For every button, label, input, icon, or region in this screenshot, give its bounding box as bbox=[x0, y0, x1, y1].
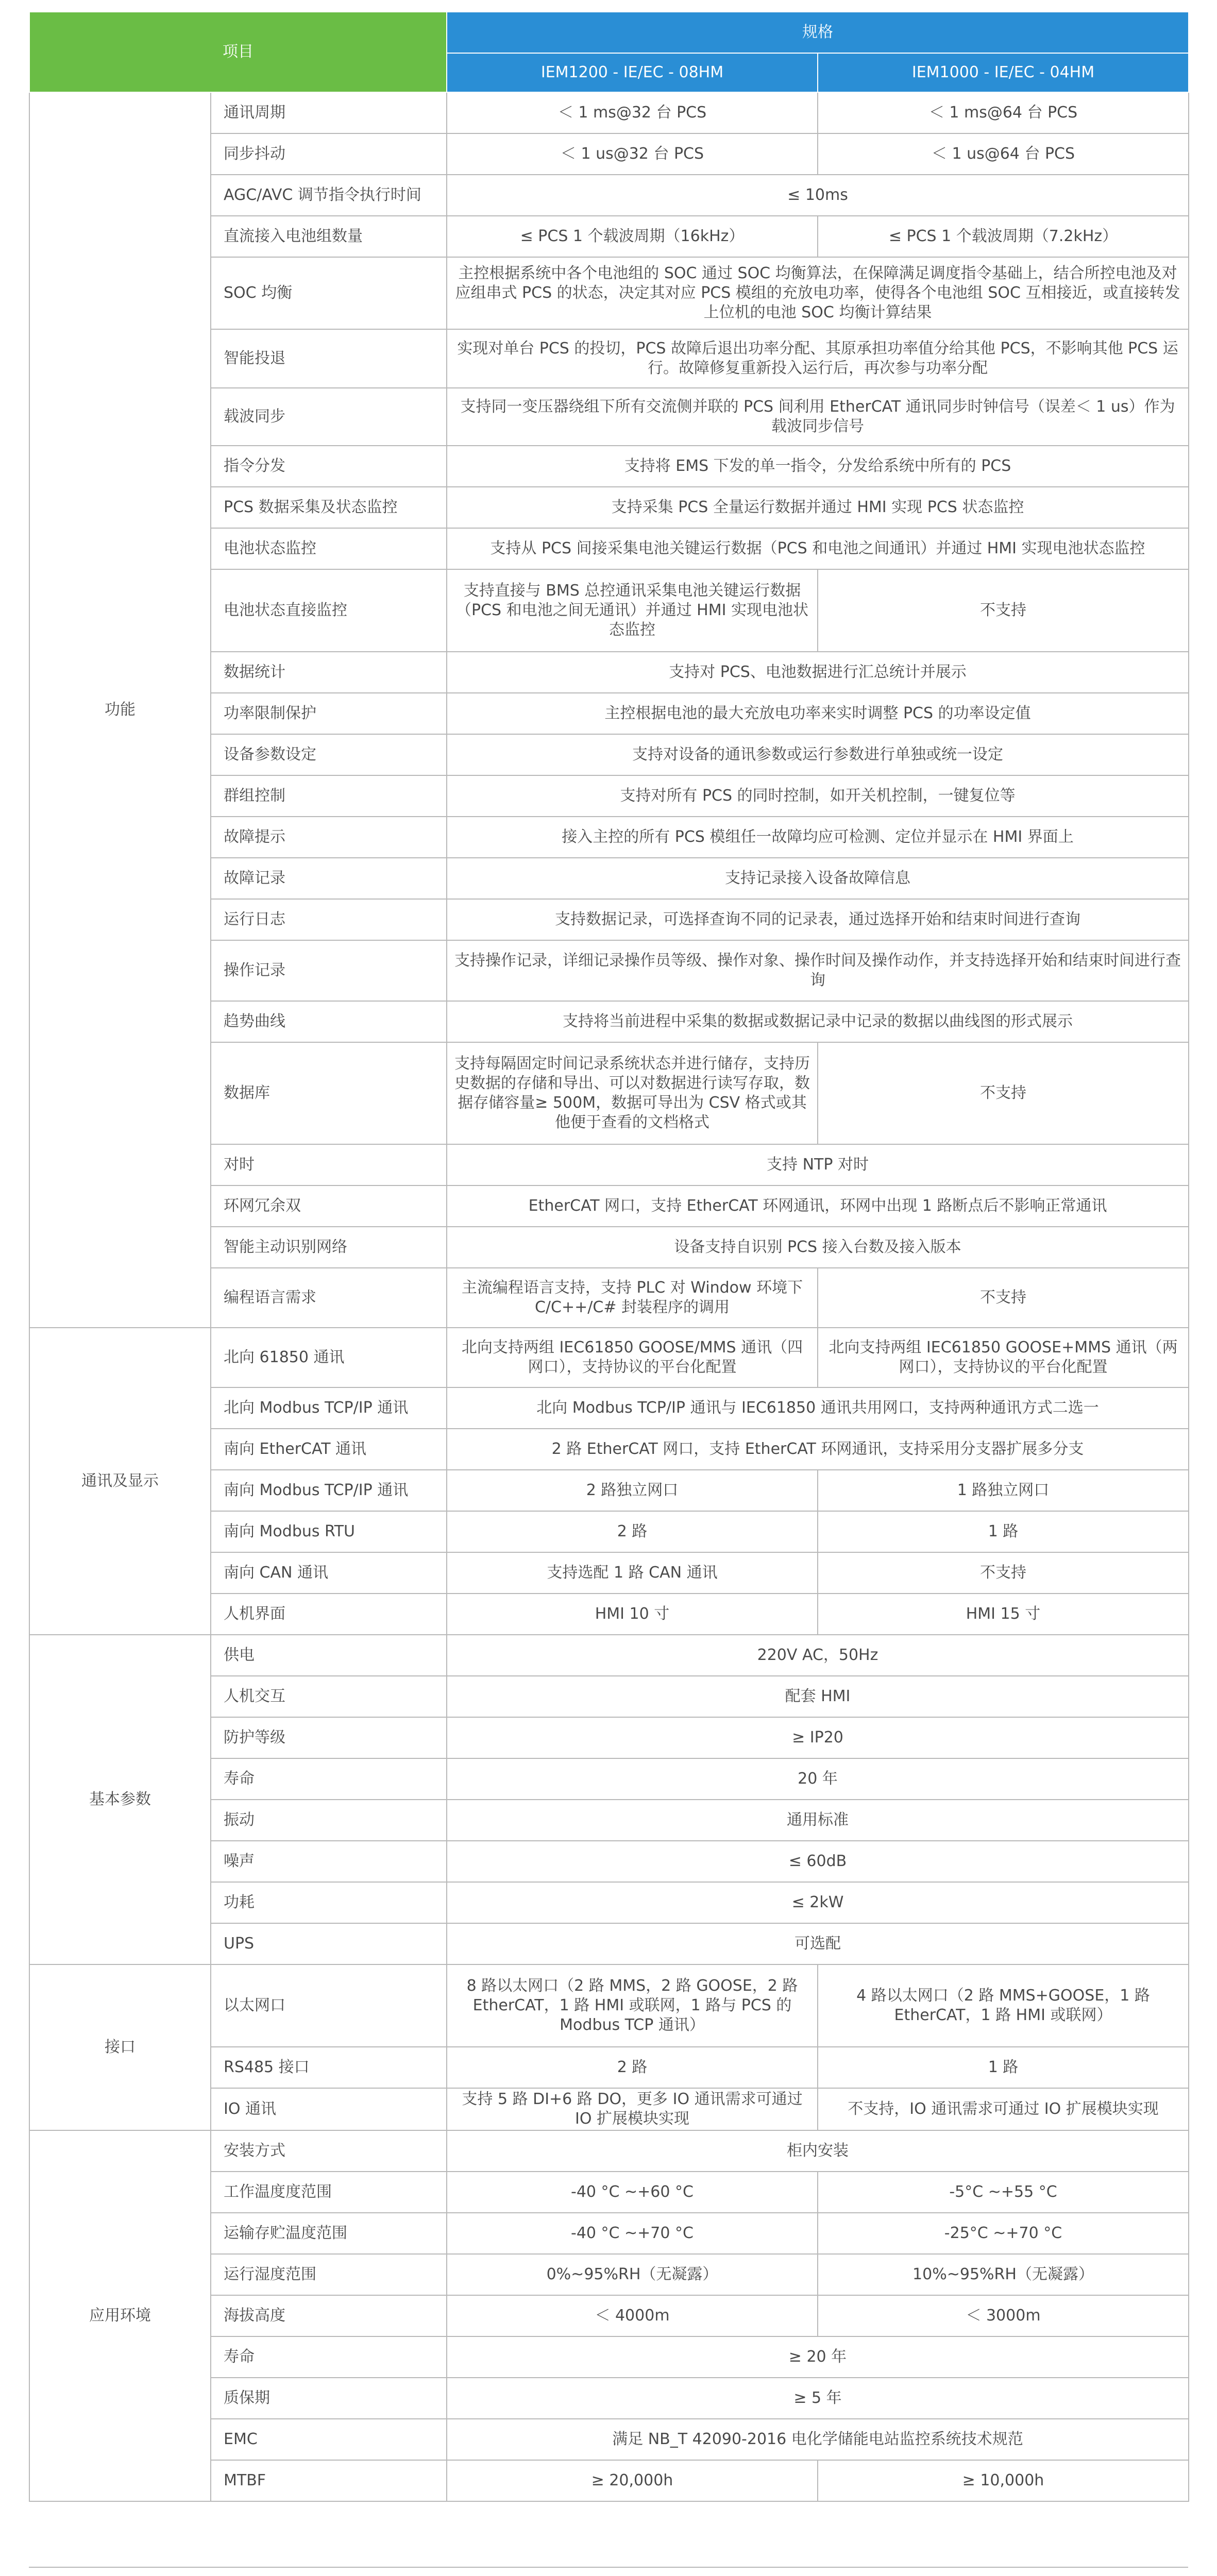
spec-value-shared: 支持对所有 PCS 的同时控制，如开关机控制，一键复位等 bbox=[447, 775, 1189, 817]
row-label: 工作温度度范围 bbox=[211, 2172, 447, 2213]
row-label: 指令分发 bbox=[211, 446, 447, 487]
spec-value-model-a: 主流编程语言支持，支持 PLC 对 Window 环境下 C/C++/C# 封装程序的调用 bbox=[447, 1268, 818, 1328]
spec-value-model-a: 支持选配 1 路 CAN 通讯 bbox=[447, 1552, 818, 1594]
spec-value-model-a: 支持 5 路 DI+6 路 DO，更多 IO 通讯需求可通过 IO 扩展模块实现 bbox=[447, 2088, 818, 2130]
row-label: 电池状态监控 bbox=[211, 528, 447, 569]
spec-value-shared: 主控根据电池的最大充放电功率来实时调整 PCS 的功率设定值 bbox=[447, 693, 1189, 734]
row-label: PCS 数据采集及状态监控 bbox=[211, 487, 447, 528]
spec-value-shared: 配套 HMI bbox=[447, 1676, 1189, 1717]
row-label: 数据库 bbox=[211, 1042, 447, 1144]
spec-value-shared: ≥ 20 年 bbox=[447, 2336, 1189, 2378]
spec-value-model-b: 4 路以太网口（2 路 MMS+GOOSE，1 路 EtherCAT，1 路 HMI 或联网） bbox=[818, 1964, 1189, 2047]
row-label: 振动 bbox=[211, 1800, 447, 1841]
group-label: 通讯及显示 bbox=[29, 1328, 211, 1635]
spec-table bbox=[29, 11, 1189, 2502]
group-label: 功能 bbox=[29, 92, 211, 1328]
spec-value-model-b: HMI 15 寸 bbox=[818, 1594, 1189, 1635]
spec-value-model-b: 不支持 bbox=[818, 1268, 1189, 1328]
row-label: 载波同步 bbox=[211, 388, 447, 446]
spec-value-model-a: 北向支持两组 IEC61850 GOOSE/MMS 通讯（四网口），支持协议的平台化配置 bbox=[447, 1328, 818, 1387]
spec-value-shared: 支持采集 PCS 全量运行数据并通过 HMI 实现 PCS 状态监控 bbox=[447, 487, 1189, 528]
row-label: 电池状态直接监控 bbox=[211, 569, 447, 652]
row-label: 运行日志 bbox=[211, 899, 447, 940]
spec-value-shared: ≥ 5 年 bbox=[447, 2378, 1189, 2419]
spec-value-model-b: ≤ PCS 1 个载波周期（7.2kHz） bbox=[818, 216, 1189, 257]
spec-value-model-b: ＜ 3000m bbox=[818, 2295, 1189, 2336]
spec-value-shared: ≤ 60dB bbox=[447, 1841, 1189, 1882]
spec-value-model-a: 0%~95%RH（无凝露） bbox=[447, 2254, 818, 2295]
spec-value-shared: 设备支持自识别 PCS 接入台数及接入版本 bbox=[447, 1227, 1189, 1268]
spec-value-shared: 2 路 EtherCAT 网口，支持 EtherCAT 环网通讯，支持采用分支器扩展多分支 bbox=[447, 1429, 1189, 1470]
spec-value-shared: EtherCAT 网口，支持 EtherCAT 环网通讯，环网中出现 1 路断点后不影响正常通讯 bbox=[447, 1185, 1189, 1227]
spec-value-model-a: 支持直接与 BMS 总控通讯采集电池关键运行数据（PCS 和电池之间无通讯）并通过 HMI 实现电池状态监控 bbox=[447, 569, 818, 652]
row-label: 故障提示 bbox=[211, 817, 447, 858]
row-label: 北向 61850 通讯 bbox=[211, 1328, 447, 1387]
spec-value-shared: 可选配 bbox=[447, 1923, 1189, 1964]
row-label: 故障记录 bbox=[211, 858, 447, 899]
row-label: 设备参数设定 bbox=[211, 734, 447, 775]
row-label: 运输存贮温度范围 bbox=[211, 2213, 447, 2254]
table-row bbox=[29, 1635, 1189, 1676]
table-body bbox=[29, 92, 1189, 2501]
spec-value-shared: 支持对 PCS、电池数据进行汇总统计并展示 bbox=[447, 652, 1189, 693]
spec-value-model-b: 不支持，IO 通讯需求可通过 IO 扩展模块实现 bbox=[818, 2088, 1189, 2130]
group-label: 应用环境 bbox=[29, 2130, 211, 2501]
spec-value-shared: 支持将当前进程中采集的数据或数据记录中记录的数据以曲线图的形式展示 bbox=[447, 1001, 1189, 1042]
row-label: 操作记录 bbox=[211, 940, 447, 1001]
spec-value-shared: ≤ 10ms bbox=[447, 175, 1189, 216]
table-header bbox=[29, 12, 1189, 92]
row-label: 噪声 bbox=[211, 1841, 447, 1882]
row-label: 对时 bbox=[211, 1144, 447, 1185]
row-label: EMC bbox=[211, 2419, 447, 2460]
row-label: 南向 EtherCAT 通讯 bbox=[211, 1429, 447, 1470]
row-label: 南向 CAN 通讯 bbox=[211, 1552, 447, 1594]
table-row bbox=[29, 1328, 1189, 1387]
row-label: IO 通讯 bbox=[211, 2088, 447, 2130]
spec-value-model-a: -40 °C ~+60 °C bbox=[447, 2172, 818, 2213]
row-label: RS485 接口 bbox=[211, 2047, 447, 2088]
row-label: 运行湿度范围 bbox=[211, 2254, 447, 2295]
spec-value-shared: 20 年 bbox=[447, 1758, 1189, 1800]
spec-value-shared: 支持记录接入设备故障信息 bbox=[447, 858, 1189, 899]
spec-value-shared: 柜内安装 bbox=[447, 2130, 1189, 2172]
row-label: 智能投退 bbox=[211, 329, 447, 388]
table-row bbox=[29, 1964, 1189, 2047]
row-label: 北向 Modbus TCP/IP 通讯 bbox=[211, 1387, 447, 1429]
spec-value-model-b: 10%~95%RH（无凝露） bbox=[818, 2254, 1189, 2295]
spec-value-model-b: -25°C ~+70 °C bbox=[818, 2213, 1189, 2254]
row-label: 群组控制 bbox=[211, 775, 447, 817]
spec-value-shared: ≥ IP20 bbox=[447, 1717, 1189, 1758]
row-label: 人机界面 bbox=[211, 1594, 447, 1635]
row-label: 同步抖动 bbox=[211, 133, 447, 175]
row-label: AGC/AVC 调节指令执行时间 bbox=[211, 175, 447, 216]
spec-value-shared: 支持操作记录，详细记录操作员等级、操作对象、操作时间及操作动作，并支持选择开始和结束时间进行查询 bbox=[447, 940, 1189, 1001]
spec-value-model-a: 2 路 bbox=[447, 2047, 818, 2088]
spec-value-model-b: 北向支持两组 IEC61850 GOOSE+MMS 通讯（两网口），支持协议的平台化配置 bbox=[818, 1328, 1189, 1387]
header-item: 项目 bbox=[29, 12, 447, 92]
bottom-rule bbox=[29, 2567, 1188, 2568]
spec-value-model-a: -40 °C ~+70 °C bbox=[447, 2213, 818, 2254]
header-model-a: IEM1200 - IE/EC - 08HM bbox=[447, 53, 818, 92]
spec-value-model-a: ＜ 1 ms@32 台 PCS bbox=[447, 92, 818, 133]
row-label: 人机交互 bbox=[211, 1676, 447, 1717]
spec-value-model-b: ＜ 1 ms@64 台 PCS bbox=[818, 92, 1189, 133]
spec-value-model-a: 2 路独立网口 bbox=[447, 1470, 818, 1511]
row-label: 寿命 bbox=[211, 1758, 447, 1800]
row-label: 质保期 bbox=[211, 2378, 447, 2419]
spec-value-shared: 支持从 PCS 间接采集电池关键运行数据（PCS 和电池之间通讯）并通过 HMI 实现电池状态监控 bbox=[447, 528, 1189, 569]
row-label: 编程语言需求 bbox=[211, 1268, 447, 1328]
spec-value-shared: 通用标准 bbox=[447, 1800, 1189, 1841]
spec-value-model-b: 1 路 bbox=[818, 2047, 1189, 2088]
spec-value-model-b: -5°C ~+55 °C bbox=[818, 2172, 1189, 2213]
row-label: 功耗 bbox=[211, 1882, 447, 1923]
spec-value-model-b: ＜ 1 us@64 台 PCS bbox=[818, 133, 1189, 175]
spec-value-shared: 220V AC，50Hz bbox=[447, 1635, 1189, 1676]
spec-value-model-b: 1 路 bbox=[818, 1511, 1189, 1552]
spec-value-model-b: 1 路独立网口 bbox=[818, 1470, 1189, 1511]
spec-value-shared: 实现对单台 PCS 的投切，PCS 故障后退出功率分配、其原承担功率值分给其他 PCS，不影响其他 PCS 运行。故障修复重新投入运行后，再次参与功率分配 bbox=[447, 329, 1189, 388]
spec-value-shared: 支持对设备的通讯参数或运行参数进行单独或统一设定 bbox=[447, 734, 1189, 775]
row-label: 安装方式 bbox=[211, 2130, 447, 2172]
spec-value-shared: 支持数据记录，可选择查询不同的记录表，通过选择开始和结束时间进行查询 bbox=[447, 899, 1189, 940]
spec-value-model-a: ＜ 4000m bbox=[447, 2295, 818, 2336]
header-model-b: IEM1000 - IE/EC - 04HM bbox=[818, 53, 1189, 92]
row-label: 寿命 bbox=[211, 2336, 447, 2378]
row-label: 供电 bbox=[211, 1635, 447, 1676]
table-row bbox=[29, 92, 1189, 133]
header-spec: 规格 bbox=[447, 12, 1189, 53]
row-label: 以太网口 bbox=[211, 1964, 447, 2047]
spec-value-shared: ≤ 2kW bbox=[447, 1882, 1189, 1923]
row-label: 环网冗余双 bbox=[211, 1185, 447, 1227]
row-label: 直流接入电池组数量 bbox=[211, 216, 447, 257]
spec-value-shared: 主控根据系统中各个电池组的 SOC 通过 SOC 均衡算法，在保障满足调度指令基础上，结合所控电池及对应组串式 PCS 的状态，决定其对应 PCS 模组的充放电功率，使得各个电池组 SOC 互相接近，或直接转发上位机的电池 SOC 均衡计算结果 bbox=[447, 257, 1189, 329]
row-label: SOC 均衡 bbox=[211, 257, 447, 329]
spec-value-model-a: ≤ PCS 1 个载波周期（16kHz） bbox=[447, 216, 818, 257]
spec-value-shared: 支持同一变压器绕组下所有交流侧并联的 PCS 间利用 EtherCAT 通讯同步时钟信号（误差＜ 1 us）作为载波同步信号 bbox=[447, 388, 1189, 446]
table-row bbox=[29, 2130, 1189, 2172]
row-label: 功率限制保护 bbox=[211, 693, 447, 734]
row-label: 海拔高度 bbox=[211, 2295, 447, 2336]
spec-value-shared: 接入主控的所有 PCS 模组任一故障均应可检测、定位并显示在 HMI 界面上 bbox=[447, 817, 1189, 858]
spec-value-model-b: ≥ 10,000h bbox=[818, 2460, 1189, 2501]
spec-value-model-a: HMI 10 寸 bbox=[447, 1594, 818, 1635]
spec-value-model-a: ＜ 1 us@32 台 PCS bbox=[447, 133, 818, 175]
spec-value-shared: 满足 NB_T 42090-2016 电化学储能电站监控系统技术规范 bbox=[447, 2419, 1189, 2460]
spec-value-shared: 支持将 EMS 下发的单一指令，分发给系统中所有的 PCS bbox=[447, 446, 1189, 487]
spec-value-model-a: 支持每隔固定时间记录系统状态并进行储存，支持历史数据的存储和导出、可以对数据进行读写存取，数据存储容量≥ 500M，数据可导出为 CSV 格式或其他便于查看的文档格式 bbox=[447, 1042, 818, 1144]
spec-value-shared: 支持 NTP 对时 bbox=[447, 1144, 1189, 1185]
spec-value-model-b: 不支持 bbox=[818, 1552, 1189, 1594]
spec-value-model-a: 2 路 bbox=[447, 1511, 818, 1552]
spec-value-model-b: 不支持 bbox=[818, 569, 1189, 652]
spec-value-shared: 北向 Modbus TCP/IP 通讯与 IEC61850 通讯共用网口，支持两种通讯方式二选一 bbox=[447, 1387, 1189, 1429]
row-label: MTBF bbox=[211, 2460, 447, 2501]
group-label: 接口 bbox=[29, 1964, 211, 2130]
row-label: 防护等级 bbox=[211, 1717, 447, 1758]
group-label: 基本参数 bbox=[29, 1635, 211, 1964]
row-label: 智能主动识别网络 bbox=[211, 1227, 447, 1268]
row-label: 通讯周期 bbox=[211, 92, 447, 133]
spec-value-model-a: ≥ 20,000h bbox=[447, 2460, 818, 2501]
spec-value-model-b: 不支持 bbox=[818, 1042, 1189, 1144]
row-label: 南向 Modbus TCP/IP 通讯 bbox=[211, 1470, 447, 1511]
row-label: UPS bbox=[211, 1923, 447, 1964]
row-label: 南向 Modbus RTU bbox=[211, 1511, 447, 1552]
row-label: 数据统计 bbox=[211, 652, 447, 693]
spec-value-model-a: 8 路以太网口（2 路 MMS，2 路 GOOSE，2 路 EtherCAT，1 路 HMI 或联网，1 路与 PCS 的 Modbus TCP 通讯） bbox=[447, 1964, 818, 2047]
row-label: 趋势曲线 bbox=[211, 1001, 447, 1042]
